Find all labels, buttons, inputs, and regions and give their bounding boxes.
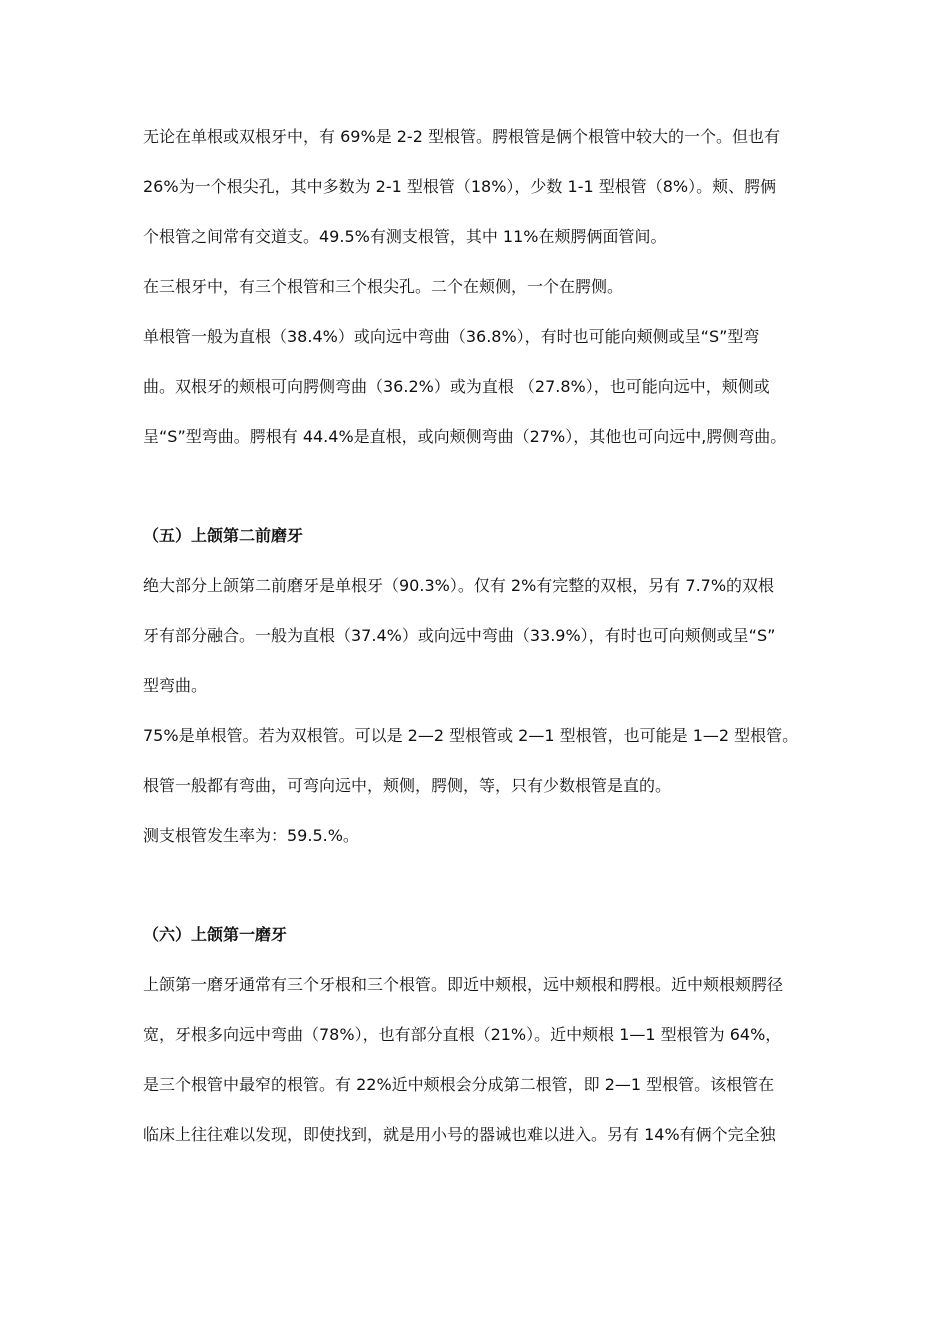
text-line: 型弯曲。: [143, 676, 208, 695]
text-line: 呈“S”型弯曲。腭根有 44.4%是直根，或向颊侧弯曲（27%），其他也可向远中,腭侧弯曲。: [143, 427, 787, 446]
section-heading: （六）上颌第一磨牙: [143, 925, 288, 944]
text-line: 个根管之间常有交道支。49.5%有测支根管，其中 11%在颊腭俩面管间。: [143, 227, 667, 246]
section-heading: （五）上颌第二前磨牙: [143, 526, 304, 545]
text-line: 无论在单根或双根牙中，有 69%是 2-2 型根管。腭根管是俩个根管中较大的一个。但也有: [143, 127, 780, 146]
text-line: 绝大部分上颌第二前磨牙是单根牙（90.3%）。仅有 2%有完整的双根，另有 7.7%的双根: [143, 576, 775, 595]
text-line: 单根管一般为直根（38.4%）或向远中弯曲（36.8%），有时也可能向颊侧或呈“S”型弯: [143, 327, 760, 346]
text-line: 上颌第一磨牙通常有三个牙根和三个根管。即近中颊根，远中颊根和腭根。近中颊根颊腭径: [143, 975, 784, 994]
text-line: 是三个根管中最窄的根管。有 22%近中颊根会分成第二根管，即 2—1 型根管。该根管在: [143, 1075, 775, 1094]
text-line: 宽，牙根多向远中弯曲（78%），也有部分直根（21%）。近中颊根 1—1 型根管为 64%，: [143, 1025, 782, 1044]
text-line: 牙有部分融合。一般为直根（37.4%）或向远中弯曲（33.9%），有时也可向颊侧或呈“S”: [143, 626, 776, 645]
text-line: 测支根管发生率为：59.5.%。: [143, 826, 359, 845]
text-line: 在三根牙中，有三个根管和三个根尖孔。二个在颊侧，一个在腭侧。: [143, 277, 624, 296]
text-line: 75%是单根管。若为双根管。可以是 2—2 型根管或 2—1 型根管，也可能是 1—2 型根管。: [143, 726, 799, 745]
text-line: 曲。双根牙的颊根可向腭侧弯曲（36.2%）或为直根 （27.8%），也可能向远中，颊侧或: [143, 377, 770, 396]
text-line: 临床上往往难以发现，即使找到，就是用小号的器诫也难以进入。另有 14%有俩个完全独: [143, 1125, 776, 1144]
text-line: 26%为一个根尖孔，其中多数为 2-1 型根管（18%），少数 1-1 型根管（8%）。颊、腭俩: [143, 177, 777, 196]
text-line: 根管一般都有弯曲，可弯向远中，颊侧，腭侧，等，只有少数根管是直的。: [143, 776, 672, 795]
